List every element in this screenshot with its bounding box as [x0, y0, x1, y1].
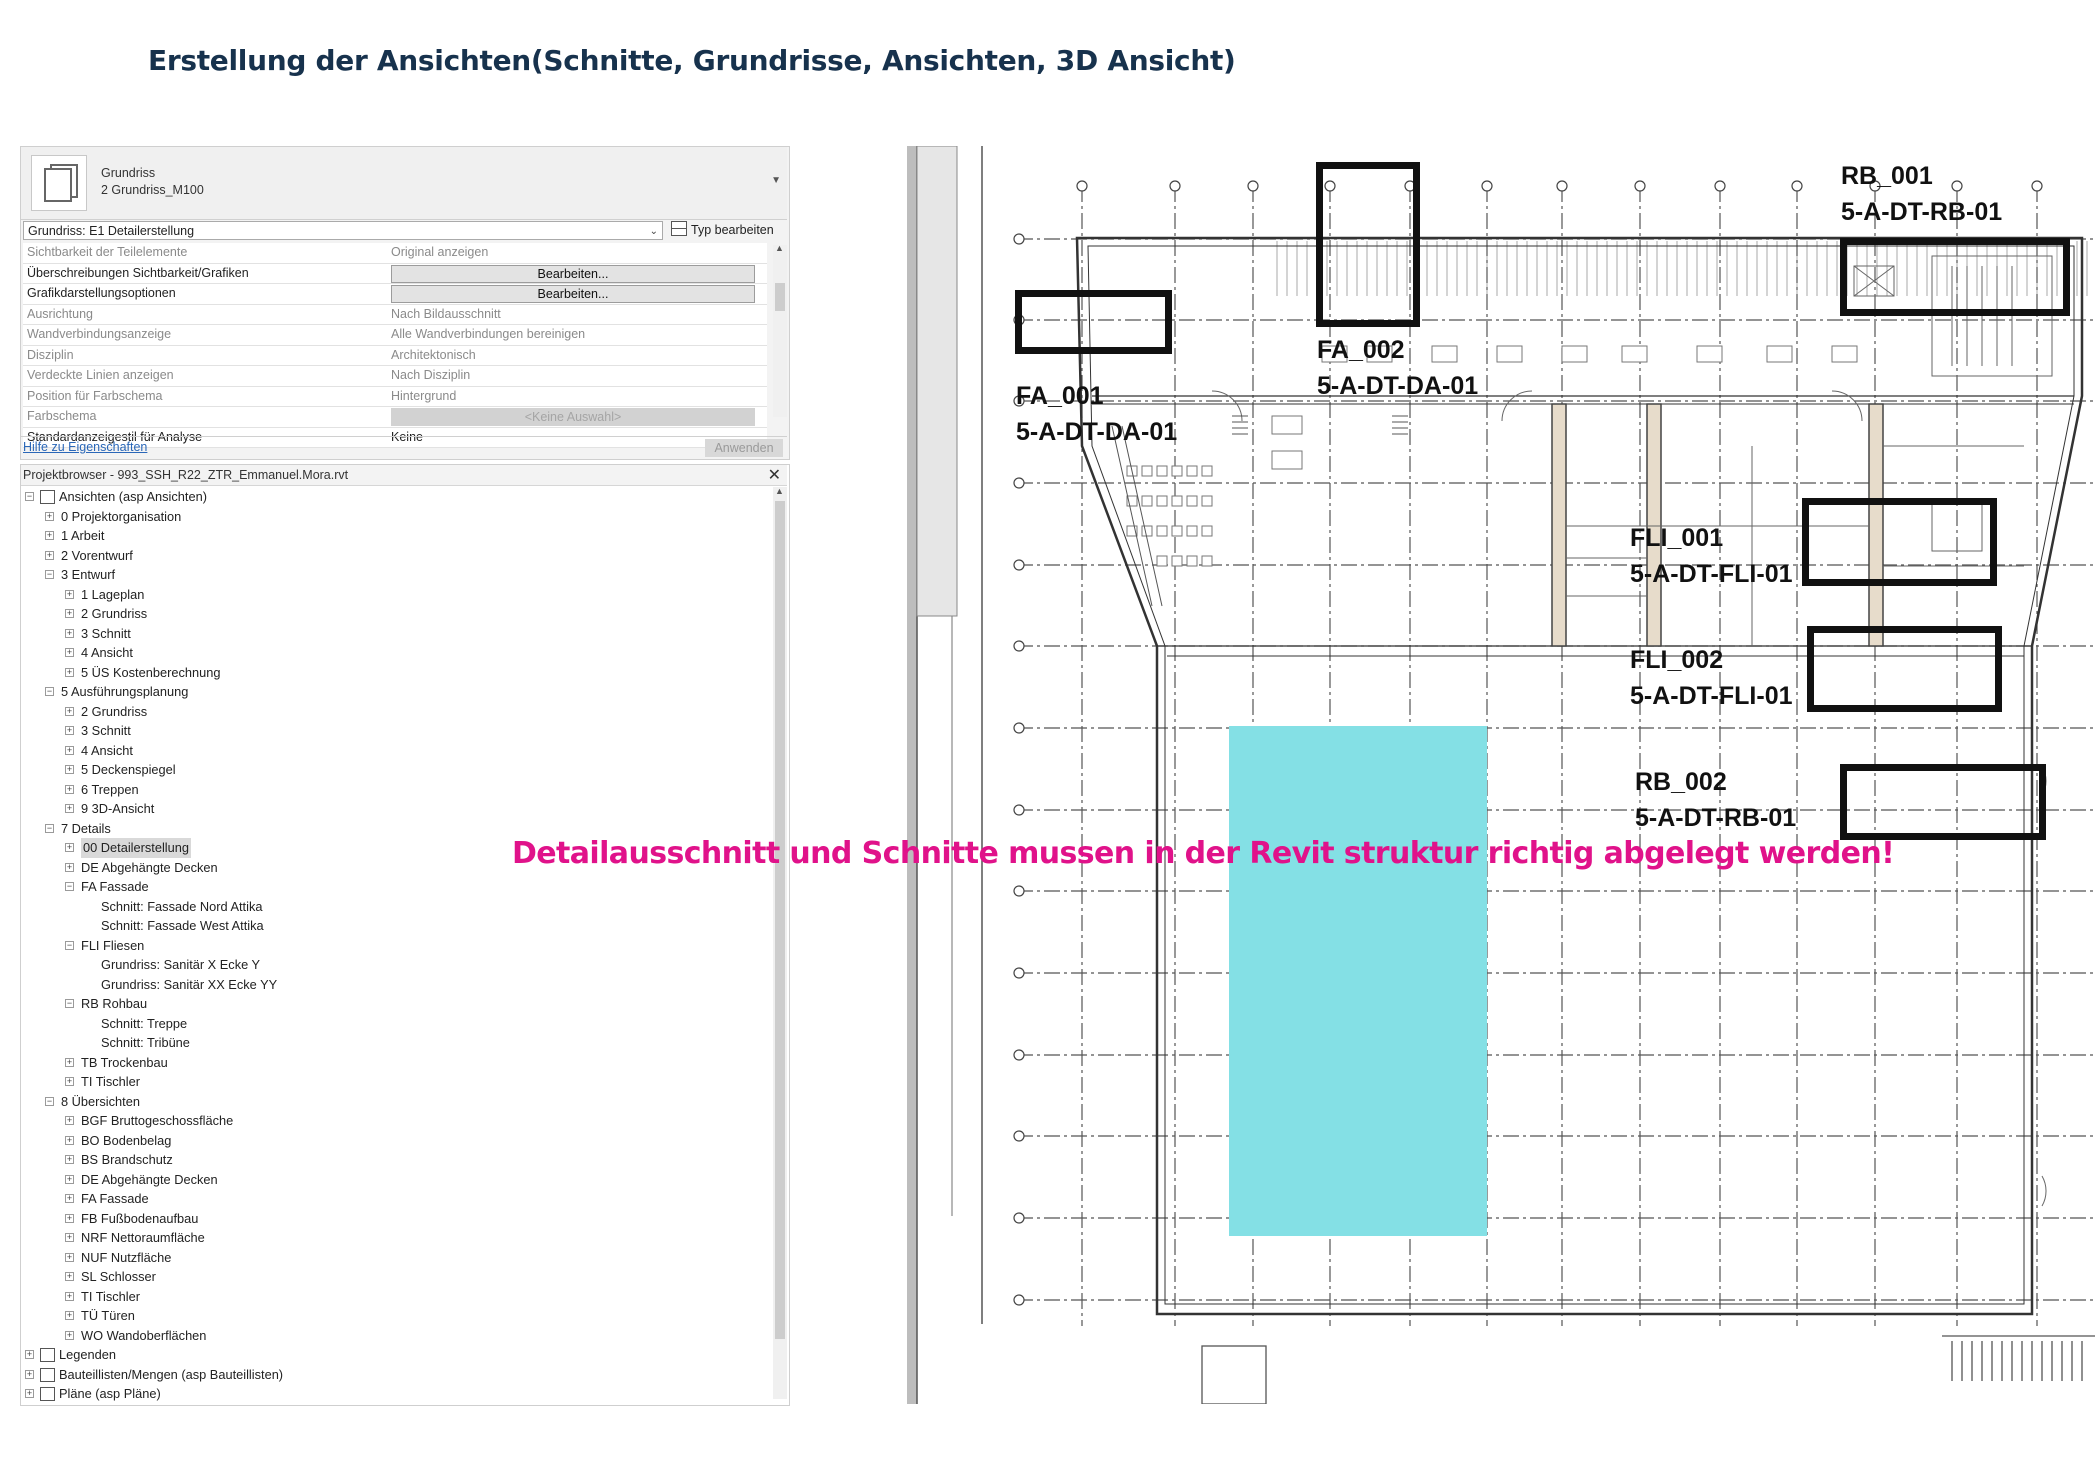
- tree-node[interactable]: [21, 1267, 769, 1287]
- collapse-icon[interactable]: −: [66, 881, 73, 891]
- tree-node[interactable]: [21, 1228, 769, 1248]
- callout-label-rb001: RB_001 5-A-DT-RB-01: [1841, 162, 2003, 226]
- tree-node-label: 2 Grundriss: [81, 606, 148, 621]
- tree-node-label: 00 Detailerstellung: [81, 838, 191, 858]
- tree-node[interactable]: [21, 507, 769, 527]
- property-value[interactable]: Keine: [391, 429, 423, 444]
- views-icon: [40, 490, 55, 504]
- tree-node[interactable]: [21, 1384, 769, 1404]
- property-key: Grafikdarstellungsoptionen: [27, 286, 176, 300]
- properties-table: [23, 243, 767, 448]
- tree-node-label: TÜ Türen: [81, 1308, 135, 1323]
- property-disabled-button: <Keine Auswahl>: [391, 408, 755, 426]
- tree-node-label: DE Abgehängte Decken: [81, 859, 218, 875]
- tree-node-label: RB Rohbau: [81, 996, 148, 1011]
- expand-icon[interactable]: +: [66, 1076, 73, 1086]
- tree-node-label: TI Tischler: [81, 1288, 141, 1304]
- highlighted-area: [1229, 726, 1487, 1236]
- tree-node-label: FA Fassade: [81, 1191, 149, 1206]
- tree-node-label: Legenden: [59, 1347, 116, 1362]
- tree-node[interactable]: [21, 936, 769, 956]
- tree-node[interactable]: [21, 799, 769, 819]
- property-key: Farbschema: [27, 409, 97, 423]
- type-subname: 2 Grundriss_M100: [101, 183, 204, 197]
- tree-node-label: 2 Grundriss: [81, 703, 148, 719]
- property-key: Überschreibungen Sichtbarkeit/Grafiken: [27, 265, 249, 280]
- tree-node[interactable]: [21, 663, 769, 683]
- tree-node[interactable]: [21, 1345, 769, 1365]
- property-value[interactable]: Hintergrund: [391, 388, 457, 403]
- scroll-thumb[interactable]: [775, 283, 785, 311]
- expand-icon[interactable]: +: [26, 1349, 33, 1359]
- detail-box-fli002[interactable]: [1807, 626, 2002, 712]
- tree-node[interactable]: [21, 1306, 769, 1326]
- detail-box-rb001[interactable]: [1840, 238, 2070, 316]
- tree-node[interactable]: [21, 1170, 769, 1190]
- tree-node-label: Grundriss: Sanitär XX Ecke YY: [101, 976, 278, 992]
- expand-icon[interactable]: +: [66, 588, 73, 599]
- property-row[interactable]: [23, 387, 767, 408]
- browser-scrollbar[interactable]: [773, 487, 787, 1399]
- tree-node-label: FLI Fliesen: [81, 937, 145, 953]
- project-tree: [21, 487, 769, 1404]
- detail-box-fa001[interactable]: [1015, 290, 1172, 354]
- tree-node-label: 9 3D-Ansicht: [81, 801, 155, 816]
- expand-icon[interactable]: +: [66, 647, 73, 657]
- expand-icon[interactable]: +: [66, 1134, 73, 1145]
- tree-node-label: 2 Vorentwurf: [61, 547, 133, 563]
- close-icon[interactable]: ✕: [767, 467, 781, 484]
- expand-icon[interactable]: +: [66, 627, 73, 638]
- tree-node[interactable]: [21, 897, 769, 917]
- property-key: Ausrichtung: [27, 306, 94, 321]
- property-key: Wandverbindungsanzeige: [27, 327, 172, 341]
- sheets-icon: [40, 1387, 55, 1401]
- tree-node[interactable]: [21, 1072, 769, 1092]
- floor-plan-icon: [31, 155, 87, 211]
- tree-node[interactable]: [21, 780, 769, 800]
- expand-icon[interactable]: +: [66, 725, 73, 735]
- tree-node[interactable]: [21, 624, 769, 644]
- tree-node[interactable]: [21, 702, 769, 722]
- tree-node-label: 3 Schnitt: [81, 723, 131, 738]
- tree-node[interactable]: [21, 1150, 769, 1170]
- property-key: Standardanzeigestil für Analyse: [27, 429, 203, 444]
- tree-node-label: 5 Deckenspiegel: [81, 762, 176, 777]
- callout-label-fa002: FA_002 5-A-DT-DA-01: [1317, 336, 1479, 400]
- expand-icon[interactable]: +: [66, 1232, 73, 1242]
- tree-node-label: SL Schlosser: [81, 1269, 156, 1284]
- tree-node-label: 3 Schnitt: [81, 625, 131, 641]
- tree-node[interactable]: [21, 877, 769, 897]
- tree-node-label: Pläne (asp Pläne): [59, 1386, 161, 1401]
- expand-icon[interactable]: +: [66, 1271, 73, 1281]
- expand-icon[interactable]: +: [66, 1115, 73, 1125]
- tree-node[interactable]: [21, 585, 769, 605]
- tree-node[interactable]: [21, 760, 769, 780]
- canvas-edge-strip: [907, 146, 917, 1404]
- collapse-icon[interactable]: −: [46, 822, 53, 833]
- tree-node-label: 1 Lageplan: [81, 586, 145, 602]
- expand-icon[interactable]: +: [66, 1173, 73, 1184]
- tree-node-label: Ansichten (asp Ansichten): [59, 489, 207, 504]
- tree-node-label: 3 Entwurf: [61, 567, 116, 582]
- expand-icon[interactable]: +: [66, 783, 73, 794]
- tree-node-label: 6 Treppen: [81, 781, 139, 797]
- type-selector[interactable]: [21, 147, 787, 220]
- expand-icon[interactable]: +: [66, 744, 73, 755]
- properties-help-link[interactable]: Hilfe zu Eigenschaften: [23, 440, 148, 454]
- tree-node-label: FA Fassade: [81, 879, 149, 894]
- tree-node-label: 5 ÜS Kostenberechnung: [81, 664, 221, 680]
- expand-icon[interactable]: +: [66, 842, 73, 852]
- instance-filter-select[interactable]: [23, 221, 663, 240]
- expand-icon[interactable]: +: [46, 510, 53, 521]
- collapse-icon[interactable]: −: [26, 491, 33, 501]
- detail-box-fa002[interactable]: [1316, 162, 1420, 327]
- expand-icon[interactable]: +: [46, 549, 53, 560]
- tree-node[interactable]: [21, 526, 769, 546]
- tree-node[interactable]: [21, 1287, 769, 1307]
- tree-node-label: 4 Ansicht: [81, 742, 133, 758]
- property-row[interactable]: [23, 243, 767, 264]
- expand-icon[interactable]: +: [46, 530, 53, 540]
- callout-label-fli001: FLI_001 5-A-DT-FLI-01: [1630, 524, 1793, 588]
- expand-icon[interactable]: +: [66, 1329, 73, 1340]
- tree-node-label: NRF Nettoraumfläche: [81, 1230, 205, 1245]
- grid-lines: [1082, 186, 2037, 1326]
- tree-node-label: 8 Übersichten: [61, 1093, 140, 1109]
- page-title: Erstellung der Ansichten(Schnitte, Grundrisse, Ansichten, 3D Ansicht): [148, 44, 1236, 77]
- tree-node-label: DE Abgehängte Decken: [81, 1171, 218, 1187]
- collapse-icon[interactable]: −: [46, 569, 53, 579]
- tree-node[interactable]: [21, 487, 769, 507]
- property-row[interactable]: [23, 366, 767, 387]
- property-key: Disziplin: [27, 347, 74, 362]
- property-value[interactable]: Nach Bildausschnitt: [391, 306, 501, 321]
- scroll-thumb[interactable]: [775, 501, 785, 1339]
- property-row[interactable]: [23, 325, 767, 346]
- expand-icon[interactable]: +: [66, 1056, 73, 1067]
- tree-node-label: BS Brandschutz: [81, 1152, 173, 1167]
- tree-node[interactable]: [21, 1111, 769, 1131]
- property-key: Verdeckte Linien anzeigen: [27, 368, 174, 382]
- properties-scrollbar[interactable]: [773, 245, 787, 417]
- expand-icon[interactable]: +: [66, 1251, 73, 1262]
- property-key: Position für Farbschema: [27, 388, 163, 403]
- tree-node[interactable]: [21, 741, 769, 761]
- tree-node-label: 4 Ansicht: [81, 645, 133, 660]
- expand-icon[interactable]: +: [66, 1310, 73, 1320]
- tree-node-label: Schnitt: Fassade West Attika: [101, 918, 264, 933]
- tree-node-label: BO Bodenbelag: [81, 1132, 172, 1148]
- expand-icon[interactable]: +: [66, 764, 73, 774]
- tree-node[interactable]: [21, 565, 769, 585]
- tree-node-label: Schnitt: Fassade Nord Attika: [101, 898, 263, 914]
- properties-panel: [20, 146, 790, 460]
- tree-node[interactable]: [21, 955, 769, 975]
- tree-node[interactable]: [21, 994, 769, 1014]
- property-row[interactable]: [23, 346, 767, 367]
- instance-filter-value: Grundriss: E1 Detailerstellung: [28, 224, 195, 238]
- tree-node-label: 7 Details: [61, 820, 111, 836]
- tree-node[interactable]: [21, 546, 769, 566]
- tree-node-label: BGF Bruttogeschossfläche: [81, 1113, 234, 1128]
- expand-icon[interactable]: +: [66, 666, 73, 677]
- tree-node[interactable]: [21, 1189, 769, 1209]
- tree-node[interactable]: [21, 1131, 769, 1151]
- expand-icon[interactable]: +: [66, 1154, 73, 1164]
- expand-icon[interactable]: +: [66, 861, 73, 872]
- property-value[interactable]: Original anzeigen: [391, 245, 489, 259]
- property-row[interactable]: [23, 407, 767, 428]
- expand-icon[interactable]: +: [66, 1193, 73, 1203]
- tree-node-label: WO Wandoberflächen: [81, 1327, 207, 1343]
- tree-node-label: Schnitt: Treppe: [101, 1015, 188, 1031]
- chevron-down-icon[interactable]: ▼: [771, 175, 781, 186]
- edit-type-button[interactable]: Typ bearbeiten: [671, 221, 774, 240]
- project-browser-title: Projektbrowser - 993_SSH_R22_ZTR_Emmanuel.Mora.rvt: [23, 468, 349, 482]
- property-value[interactable]: Alle Wandverbindungen bereinigen: [391, 327, 586, 341]
- edit-type-icon: [671, 221, 687, 236]
- property-row[interactable]: [23, 284, 767, 305]
- chevron-down-icon: ⌄: [649, 226, 658, 237]
- tree-node-label: FB Fußbodenaufbau: [81, 1210, 199, 1226]
- collapse-icon[interactable]: −: [46, 686, 53, 696]
- expand-icon[interactable]: +: [66, 608, 73, 618]
- tree-node-label: 0 Projektorganisation: [61, 508, 182, 524]
- tree-node-label: TI Tischler: [81, 1074, 141, 1089]
- expand-icon[interactable]: +: [26, 1368, 33, 1379]
- property-value[interactable]: Architektonisch: [391, 347, 476, 362]
- tree-node-label: Schnitt: Tribüne: [101, 1035, 190, 1050]
- drawing-canvas[interactable]: [792, 146, 2095, 1404]
- tree-node[interactable]: [21, 975, 769, 995]
- scroll-up-icon[interactable]: ▲: [775, 243, 784, 253]
- tree-node-label: 1 Arbeit: [61, 528, 105, 543]
- property-row[interactable]: [23, 264, 767, 285]
- expand-icon[interactable]: +: [66, 803, 73, 813]
- tree-node[interactable]: [21, 721, 769, 741]
- tree-node[interactable]: [21, 643, 769, 663]
- tree-node[interactable]: [21, 1365, 769, 1385]
- collapse-icon[interactable]: −: [46, 1095, 53, 1106]
- expand-icon[interactable]: +: [66, 1212, 73, 1223]
- tree-node[interactable]: [21, 1053, 769, 1073]
- type-name: Grundriss: [101, 166, 156, 180]
- apply-button[interactable]: Anwenden: [705, 439, 783, 457]
- tree-node-label: 5 Ausführungsplanung: [61, 684, 189, 699]
- tree-node[interactable]: [21, 1209, 769, 1229]
- scroll-up-icon[interactable]: ▲: [775, 486, 784, 496]
- callout-label-fa001: FA_001 5-A-DT-DA-01: [1016, 382, 1178, 446]
- property-edit-button[interactable]: Bearbeiten...: [391, 265, 755, 283]
- schedule-icon: [40, 1368, 55, 1382]
- tree-node[interactable]: [21, 916, 769, 936]
- tree-node[interactable]: [21, 1248, 769, 1268]
- tree-node-label: Grundriss: Sanitär X Ecke Y: [101, 957, 261, 972]
- tree-node[interactable]: [21, 1014, 769, 1034]
- instruction-note: Detailausschnitt und Schnitte mussen in der Revit struktur richtig abgelegt werden!: [512, 836, 1895, 871]
- property-key: Sichtbarkeit der Teilelemente: [27, 245, 188, 259]
- callout-label-fli002: FLI_002 5-A-DT-FLI-01: [1630, 646, 1793, 710]
- expand-icon[interactable]: +: [66, 1290, 73, 1301]
- detail-box-rb002[interactable]: [1840, 764, 2046, 840]
- expand-icon[interactable]: +: [66, 705, 73, 716]
- project-browser: [20, 464, 790, 1406]
- property-row[interactable]: [23, 305, 767, 326]
- tree-node[interactable]: [21, 682, 769, 702]
- legend-icon: [40, 1348, 55, 1362]
- collapse-icon[interactable]: −: [66, 998, 73, 1008]
- tree-node[interactable]: [21, 1092, 769, 1112]
- property-edit-button[interactable]: Bearbeiten...: [391, 285, 755, 303]
- detail-box-fli001[interactable]: [1802, 498, 1997, 586]
- tree-node[interactable]: [21, 1326, 769, 1346]
- tree-node[interactable]: [21, 604, 769, 624]
- tree-node-label: Bauteillisten/Mengen (asp Bauteillisten): [59, 1366, 284, 1382]
- collapse-icon[interactable]: −: [66, 939, 73, 950]
- tree-node-label: TB Trockenbau: [81, 1054, 168, 1070]
- property-value[interactable]: Nach Disziplin: [391, 368, 471, 382]
- tree-node[interactable]: [21, 1033, 769, 1053]
- callout-label-rb002: RB_002 5-A-DT-RB-01: [1635, 768, 1797, 832]
- expand-icon[interactable]: +: [26, 1388, 33, 1398]
- tree-node-label: NUF Nutzfläche: [81, 1249, 172, 1265]
